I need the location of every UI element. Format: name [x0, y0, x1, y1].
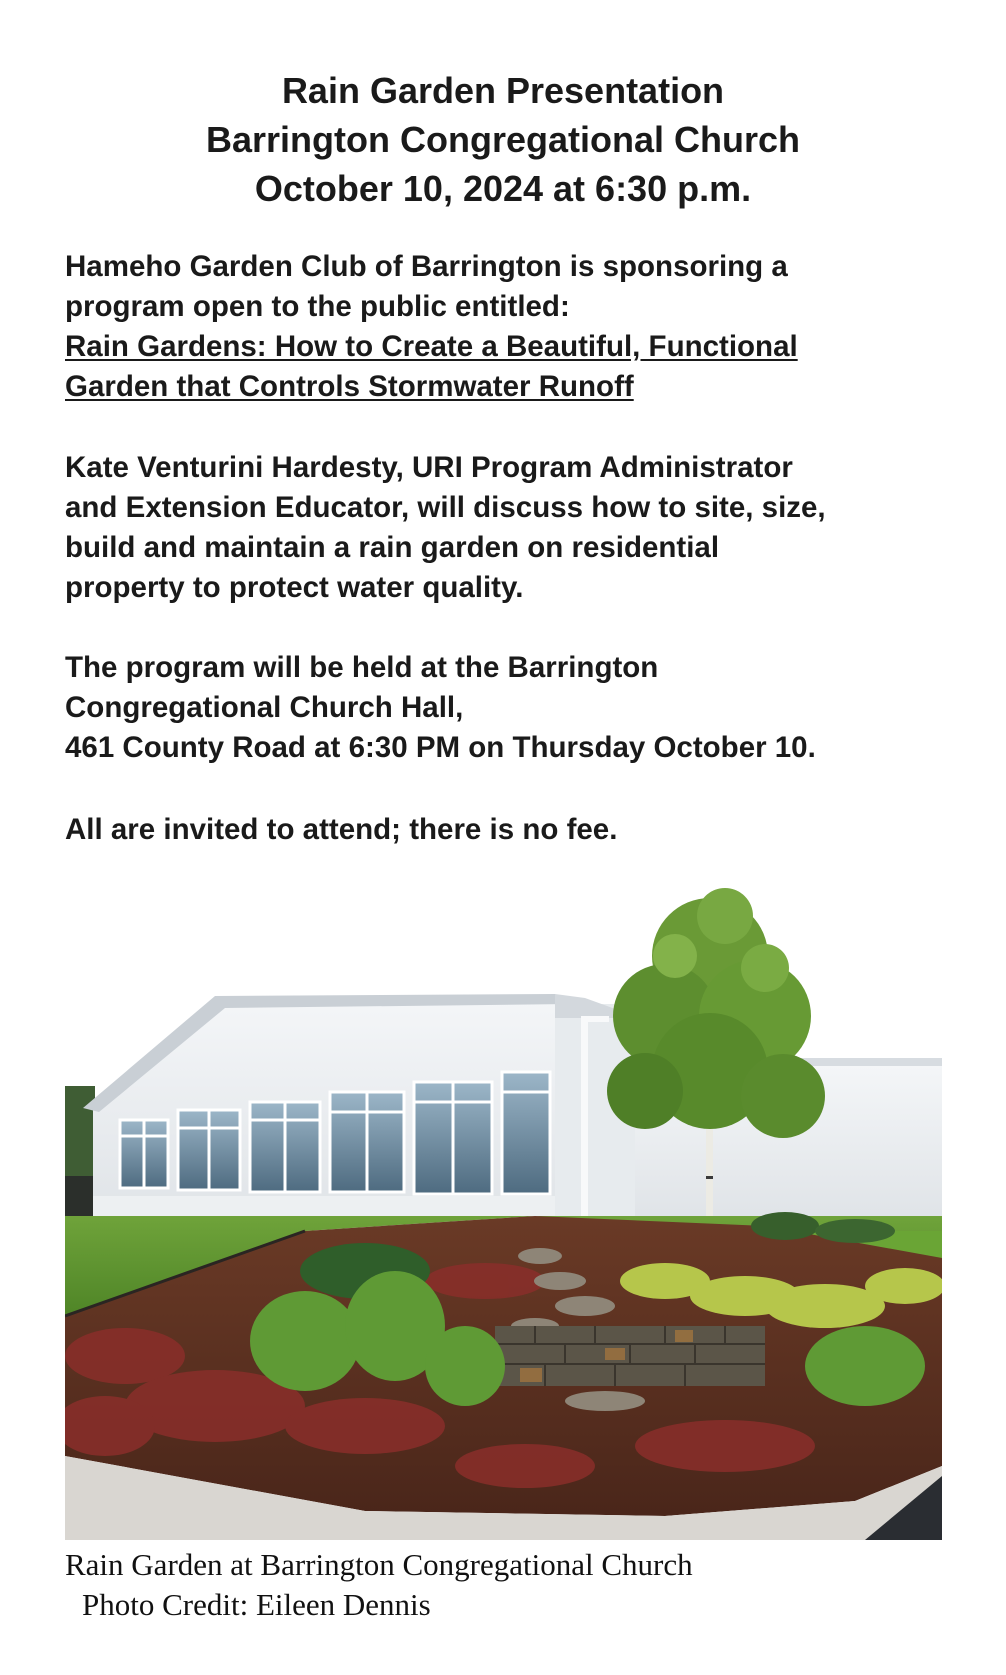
caption-line: Rain Garden at Barrington Congregational Church	[65, 1547, 693, 1582]
intro-paragraph	[65, 247, 965, 407]
speaker-line-2: and Extension Educator, will discuss how to site, size,	[65, 491, 826, 524]
location-line-3: 461 County Road at 6:30 PM on Thursday October 10.	[65, 731, 816, 764]
intro-line-2: program open to the public entitled:	[65, 290, 570, 323]
speaker-line-4: property to protect water quality.	[65, 571, 524, 604]
location-line-2: Congregational Church Hall,	[65, 691, 464, 724]
invite-paragraph	[65, 810, 965, 850]
title-line-presentation: Rain Garden Presentation	[281, 70, 725, 111]
photo-credit: Photo Credit: Eileen Dennis	[82, 1587, 431, 1622]
program-title-line-1: Rain Gardens: How to Create a Beautiful, Functional	[65, 330, 798, 363]
rain-garden-photo	[65, 886, 942, 1540]
photo-caption	[65, 1545, 693, 1625]
program-title-line-2: Garden that Controls Stormwater Runoff	[65, 370, 634, 403]
intro-line-1: Hameho Garden Club of Barrington is sponsoring a	[65, 250, 788, 283]
title-line-date: October 10, 2024 at 6:30 p.m.	[254, 168, 752, 209]
location-paragraph	[65, 648, 965, 768]
invite-line: All are invited to attend; there is no fee.	[65, 813, 618, 846]
flyer-title	[0, 66, 1006, 213]
location-line-1: The program will be held at the Barrington	[65, 651, 659, 684]
title-line-venue: Barrington Congregational Church	[206, 119, 800, 160]
speaker-line-3: build and maintain a rain garden on residential	[65, 531, 720, 564]
speaker-paragraph	[65, 448, 965, 608]
speaker-line-1: Kate Venturini Hardesty, URI Program Administrator	[65, 451, 793, 484]
